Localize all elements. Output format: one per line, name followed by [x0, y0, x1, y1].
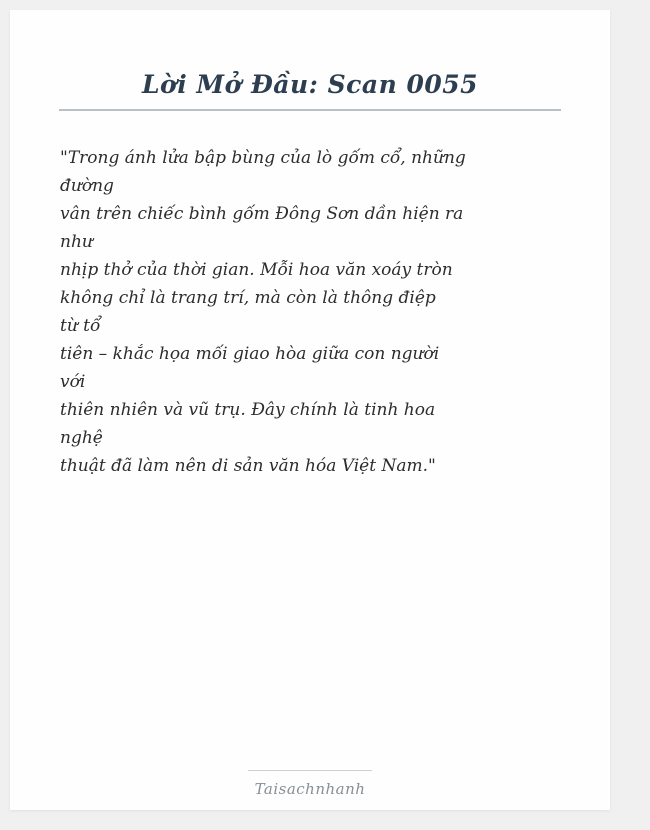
preface-line: tiên – khắc họa mối giao hòa giữa con người	[60, 344, 440, 364]
preface-line: đường	[60, 176, 114, 196]
preface-line: từ tổ	[60, 316, 101, 336]
footer-divider	[248, 770, 372, 771]
preface-line: với	[60, 372, 86, 392]
preface-line: nhịp thở của thời gian. Mỗi hoa văn xoáy tròn	[60, 260, 453, 280]
page-title: Lời Mở Đầu: Scan 0055	[141, 70, 479, 99]
document-page	[10, 10, 610, 810]
title-divider	[59, 109, 561, 111]
preface-text	[60, 144, 565, 480]
footer-signature: Taisachnhanh	[254, 780, 366, 798]
preface-line: như	[60, 232, 93, 252]
preface-line: nghệ	[60, 428, 103, 448]
preface-line: vân trên chiếc bình gốm Đông Sơn dần hiện ra	[60, 204, 464, 224]
preface-line: thuật đã làm nên di sản văn hóa Việt Nam."	[60, 456, 436, 476]
preface-line: "Trong ánh lửa bập bùng của lò gốm cổ, những	[60, 148, 466, 168]
preface-line: thiên nhiên và vũ trụ. Đây chính là tinh hoa	[60, 400, 436, 420]
preface-line: không chỉ là trang trí, mà còn là thông điệp	[60, 288, 436, 308]
